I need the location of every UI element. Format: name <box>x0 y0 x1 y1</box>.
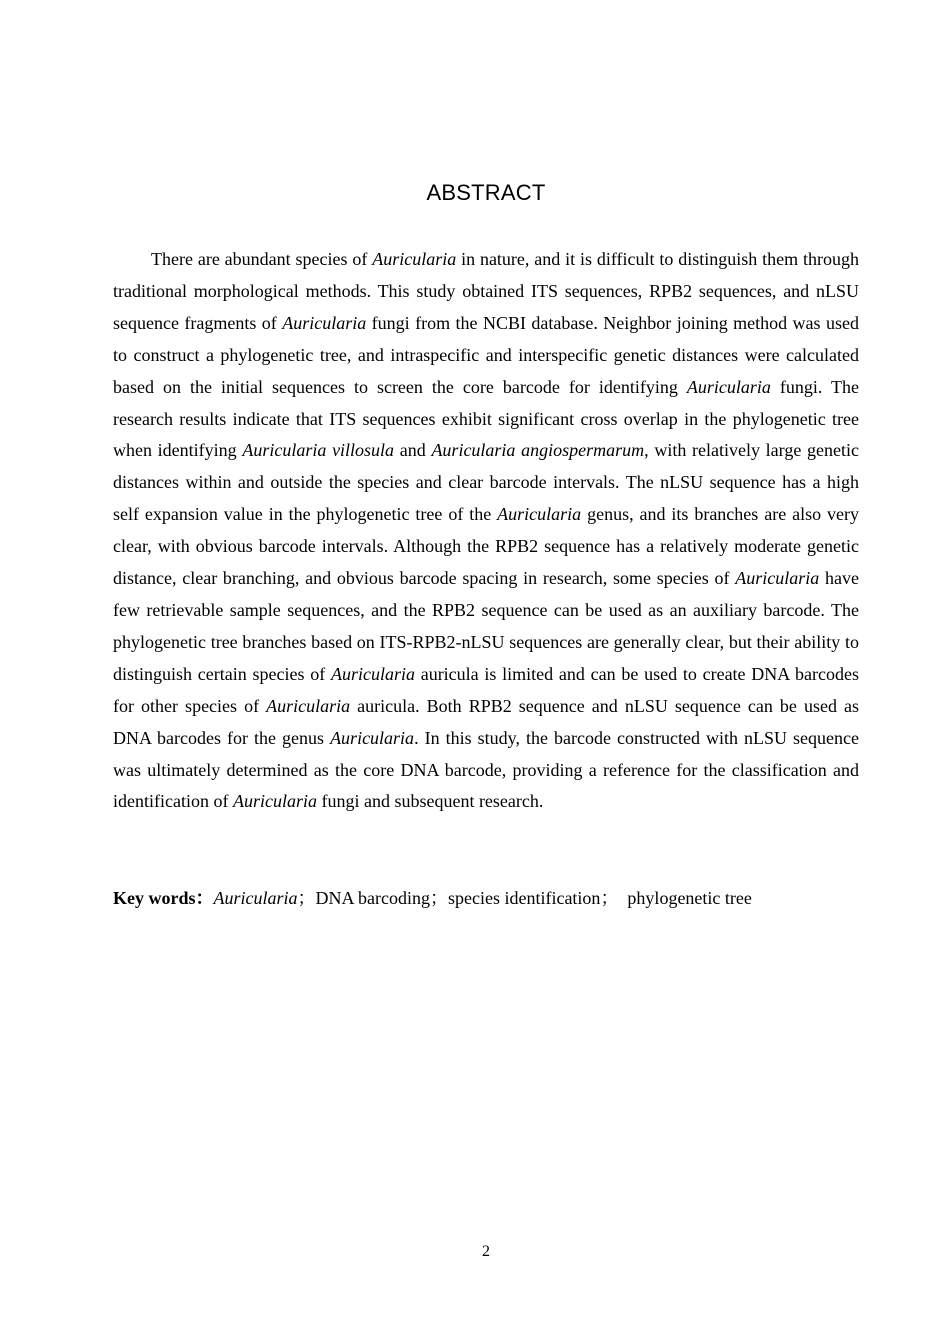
abstract-text: , with relatively large genetic distances within and outside the species and clear barcode intervals. The nLSU sequence has a high self expansion value in the phylogenetic tree of the <box>113 440 859 525</box>
abstract-text: fungi from the NCBI database. Neighbor joining method was used to construct a phylogenetic tree, and intraspecific and interspecific genetic distances were calculated based on the initial sequences to screen the core barcode for identifying <box>113 312 859 397</box>
abstract-text: auricula. Both RPB2 sequence and nLSU sequence can be used as DNA barcodes for the genus <box>113 695 859 748</box>
keyword-separator: ； <box>429 888 448 908</box>
abstract-text: There are abundant species of <box>151 249 373 269</box>
abstract-text: auricula is limited and can be used to create DNA barcodes for other species of <box>113 663 860 716</box>
genus-name: Auricularia <box>686 376 771 397</box>
abstract-paragraph <box>113 244 859 818</box>
keywords-line <box>113 883 859 915</box>
keyword-dna-barcoding: DNA barcoding <box>315 888 430 908</box>
abstract-title: ABSTRACT <box>426 180 546 205</box>
keyword-auricularia: Auricularia <box>213 888 298 908</box>
genus-name: Auricularia <box>497 504 582 525</box>
genus-name: Auricularia <box>232 791 317 812</box>
genus-name: Auricularia <box>330 727 415 748</box>
species-name: Auricularia angiospermarum <box>431 440 645 461</box>
genus-name: Auricularia <box>372 249 457 269</box>
page-number: 2 <box>482 1243 490 1260</box>
genus-name: Auricularia <box>266 695 351 716</box>
species-name: Auricularia villosula <box>242 440 395 461</box>
keywords-label: Key words： <box>113 888 214 908</box>
abstract-text: fungi and subsequent research. <box>316 791 544 812</box>
keyword-separator: ； <box>297 888 316 908</box>
abstract-text: . In this study, the barcode constructed with nLSU sequence was ultimately determined as the core DNA barcode, providing a reference for the classification and identification of <box>113 727 859 812</box>
abstract-text: genus, and its branches are also very clear, with obvious barcode intervals. Although the RPB2 sequence has a relatively moderate genetic distance, clear branching, and obvious barcode spacing in research, some species of <box>113 504 859 589</box>
genus-name: Auricularia <box>735 568 820 589</box>
genus-name: Auricularia <box>330 663 415 684</box>
abstract-text: and <box>394 440 432 461</box>
keyword-phylogenetic-tree: phylogenetic tree <box>609 888 752 908</box>
keyword-separator: ； <box>600 888 610 908</box>
abstract-text: fungi. The research results indicate that ITS sequences exhibit significant cross overlap in the phylogenetic tree when identifying <box>113 376 860 461</box>
keyword-species-identification: species identification <box>447 888 601 908</box>
abstract-text: have few retrievable sample sequences, and the RPB2 sequence can be used as an auxiliary barcode. The phylogenetic tree branches based on ITS-RPB2-nLSU sequences are generally clear, but their ability to distinguish certain species of <box>113 568 859 684</box>
abstract-text: in nature, and it is difficult to distinguish them through traditional morphological methods. This study obtained ITS sequences, RPB2 sequences, and nLSU sequence fragments of <box>113 249 859 333</box>
genus-name: Auricularia <box>282 312 367 333</box>
